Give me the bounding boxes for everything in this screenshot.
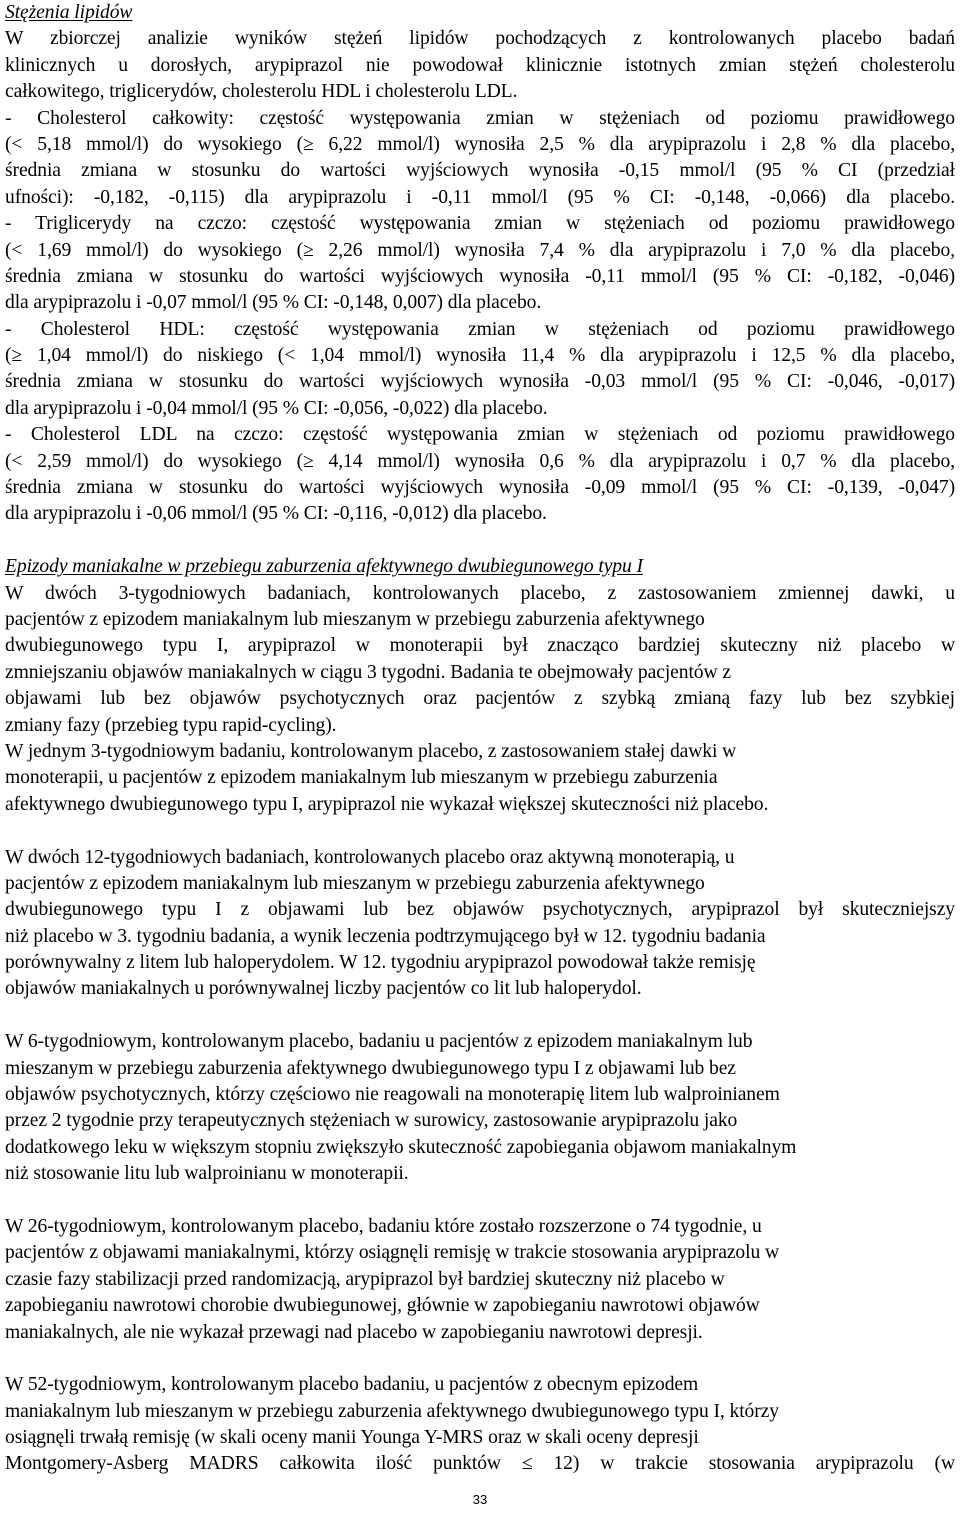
- text-line: czasie fazy stabilizacji przed randomizacją, arypiprazol był bardziej skuteczny niż placebo w: [5, 1268, 725, 1290]
- text-line: średnia zmiana w stosunku do wartości wyjściowych wynosiła -0,15 mmol/l (95 % CI (przedział: [5, 160, 955, 182]
- text-line: dla arypiprazolu i -0,07 mmol/l (95 % CI: -0,148, 0,007) dla placebo.: [5, 292, 542, 314]
- section-heading: Stężenia lipidów: [5, 2, 133, 23]
- text-line: objawów psychotycznych, którzy częściowo nie reagowali na monoterapię litem lub walproinianem: [5, 1084, 780, 1106]
- text-line: maniakalnych, ale nie wykazał przewagi nad placebo w zapobieganiu nawrotowi depresji.: [5, 1321, 703, 1343]
- text-line: dwubiegunowego typu I z objawami lub bez objawów psychotycznych, arypiprazol był skuteczniejszy: [5, 899, 955, 921]
- text-line: - Triglicerydy na czczo: częstość występowania zmian w stężeniach od poziomu prawidłowego: [5, 213, 955, 235]
- text-line: objawów maniakalnych u porównywalnej liczby pacjentów co lit lub haloperydol.: [5, 978, 642, 1000]
- text-line: (< 5,18 mmol/l) do wysokiego (≥ 6,22 mmol/l) wynosiła 2,5 % dla arypiprazolu i 2,8 % dla placebo,: [5, 133, 955, 155]
- text-line: afektywnego dwubiegunowego typu I, arypiprazol nie wykazał większej skuteczności niż placebo.: [5, 793, 769, 815]
- text-line: średnia zmiana w stosunku do wartości wyjściowych wynosiła -0,09 mmol/l (95 % CI: -0,139, -0,047): [5, 477, 955, 499]
- text-line: monoterapii, u pacjentów z epizodem maniakalnym lub mieszanym w przebiegu zaburzenia: [5, 767, 718, 789]
- text-line: Montgomery-Asberg MADRS całkowita ilość punktów ≤ 12) w trakcie stosowania arypiprazolu (w: [5, 1453, 955, 1475]
- text-line: dwubiegunowego typu I, arypiprazol w monoterapii był znacząco bardziej skuteczny niż placebo w: [5, 635, 955, 657]
- paragraph-gap: [5, 1346, 955, 1372]
- text-line: dodatkowego leku w większym stopniu zwiększyło skuteczność zapobiegania objawom maniakalnym: [5, 1136, 797, 1158]
- text-line: objawami lub bez objawów psychotycznych oraz pacjentów z szybką zmianą fazy lub bez szybkiej: [5, 688, 955, 710]
- text-line: W 52-tygodniowym, kontrolowanym placebo badaniu, u pacjentów z obecnym epizodem: [5, 1374, 699, 1396]
- text-line: - Cholesterol LDL na czczo: częstość występowania zmian w stężeniach od poziomu prawidłowego: [5, 424, 955, 446]
- text-line: dla arypiprazolu i -0,04 mmol/l (95 % CI: -0,056, -0,022) dla placebo.: [5, 397, 548, 419]
- text-line: niż placebo w 3. tygodniu badania, a wynik leczenia podtrzymującego był w 12. tygodniu badania: [5, 925, 766, 947]
- text-line: W jednym 3-tygodniowym badaniu, kontrolowanym placebo, z zastosowaniem stałej dawki w: [5, 740, 737, 762]
- text-line: zmiany fazy (przebieg typu rapid-cycling).: [5, 714, 337, 736]
- text-line: (< 2,59 mmol/l) do wysokiego (≥ 4,14 mmol/l) wynosiła 0,6 % dla arypiprazolu i 0,7 % dla placebo,: [5, 450, 955, 472]
- document-page: [5, 0, 955, 1478]
- text-line: maniakalnym lub mieszanym w przebiegu zaburzenia afektywnego dwubiegunowego typu I, którzy: [5, 1400, 779, 1422]
- text-line: klinicznych u dorosłych, arypiprazol nie powodował klinicznie istotnych zmian stężeń cholesterolu: [5, 54, 955, 76]
- text-line: W dwóch 12-tygodniowych badaniach, kontrolowanych placebo oraz aktywną monoterapią, u: [5, 846, 735, 868]
- paragraph-gap: [5, 818, 955, 844]
- section-heading: Epizody maniakalne w przebiegu zaburzenia afektywnego dwubiegunowego typu I: [5, 556, 643, 578]
- text-line: W 6-tygodniowym, kontrolowanym placebo, badaniu u pacjentów z epizodem maniakalnym lub: [5, 1031, 753, 1053]
- text-line: pacjentów z epizodem maniakalnym lub mieszanym w przebiegu zaburzenia afektywnego: [5, 608, 705, 630]
- text-line: - Cholesterol HDL: częstość występowania zmian w stężeniach od poziomu prawidłowego: [5, 318, 955, 340]
- paragraph-gap: [5, 1003, 955, 1029]
- text-line: W dwóch 3-tygodniowych badaniach, kontrolowanych placebo, z zastosowaniem zmiennej dawki, u: [5, 582, 955, 604]
- text-line: (≥ 1,04 mmol/l) do niskiego (< 1,04 mmol/l) wynosiła 11,4 % dla arypiprazolu i 12,5 % dla placebo,: [5, 345, 955, 367]
- text-line: - Cholesterol całkowity: częstość występowania zmian w stężeniach od poziomu prawidłowego: [5, 107, 955, 129]
- text-line: pacjentów z epizodem maniakalnym lub mieszanym w przebiegu zaburzenia afektywnego: [5, 872, 705, 894]
- paragraph-gap: [5, 1188, 955, 1214]
- page-number: 33: [472, 1492, 488, 1507]
- text-line: zapobieganiu nawrotowi chorobie dwubiegunowej, głównie w zapobieganiu nawrotowi objawów: [5, 1295, 760, 1317]
- paragraph-gap: [5, 528, 955, 554]
- text-line: średnia zmiana w stosunku do wartości wyjściowych wynosiła -0,11 mmol/l (95 % CI: -0,182, -0,046): [5, 265, 955, 287]
- text-line: mieszanym w przebiegu zaburzenia afektywnego dwubiegunowego typu I z objawami lub bez: [5, 1057, 736, 1079]
- text-line: osiągnęli trwałą remisję (w skali oceny manii Younga Y-MRS oraz w skali oceny depresji: [5, 1427, 699, 1449]
- text-line: przez 2 tygodnie przy terapeutycznych stężeniach w surowicy, zastosowanie arypiprazolu jako: [5, 1110, 738, 1132]
- text-line: całkowitego, triglicerydów, cholesterolu HDL i cholesterolu LDL.: [5, 81, 518, 103]
- text-line: W 26-tygodniowym, kontrolowanym placebo, badaniu które zostało rozszerzone o 74 tygodnie, u: [5, 1215, 762, 1237]
- text-line: dla arypiprazolu i -0,06 mmol/l (95 % CI: -0,116, -0,012) dla placebo.: [5, 503, 547, 525]
- text-line: porównywalny z litem lub haloperydolem. W 12. tygodniu arypiprazol powodował także remisję: [5, 952, 756, 974]
- text-line: zmniejszaniu objawów maniakalnych w ciągu 3 tygodni. Badania te obejmowały pacjentów z: [5, 661, 731, 683]
- text-line: ufności): -0,182, -0,115) dla arypiprazolu i -0,11 mmol/l (95 % CI: -0,148, -0,066) dla placebo.: [5, 186, 955, 208]
- text-line: (< 1,69 mmol/l) do wysokiego (≥ 2,26 mmol/l) wynosiła 7,4 % dla arypiprazolu i 7,0 % dla placebo,: [5, 239, 955, 261]
- text-line: W zbiorczej analizie wyników stężeń lipidów pochodzących z kontrolowanych placebo badań: [5, 28, 955, 50]
- text-line: pacjentów z objawami maniakalnymi, którzy osiągnęli remisję w trakcie stosowania arypiprazolu w: [5, 1242, 780, 1264]
- text-line: niż stosowanie litu lub walproinianu w monoterapii.: [5, 1163, 409, 1185]
- text-line: średnia zmiana w stosunku do wartości wyjściowych wynosiła -0,03 mmol/l (95 % CI: -0,046, -0,017): [5, 371, 955, 393]
